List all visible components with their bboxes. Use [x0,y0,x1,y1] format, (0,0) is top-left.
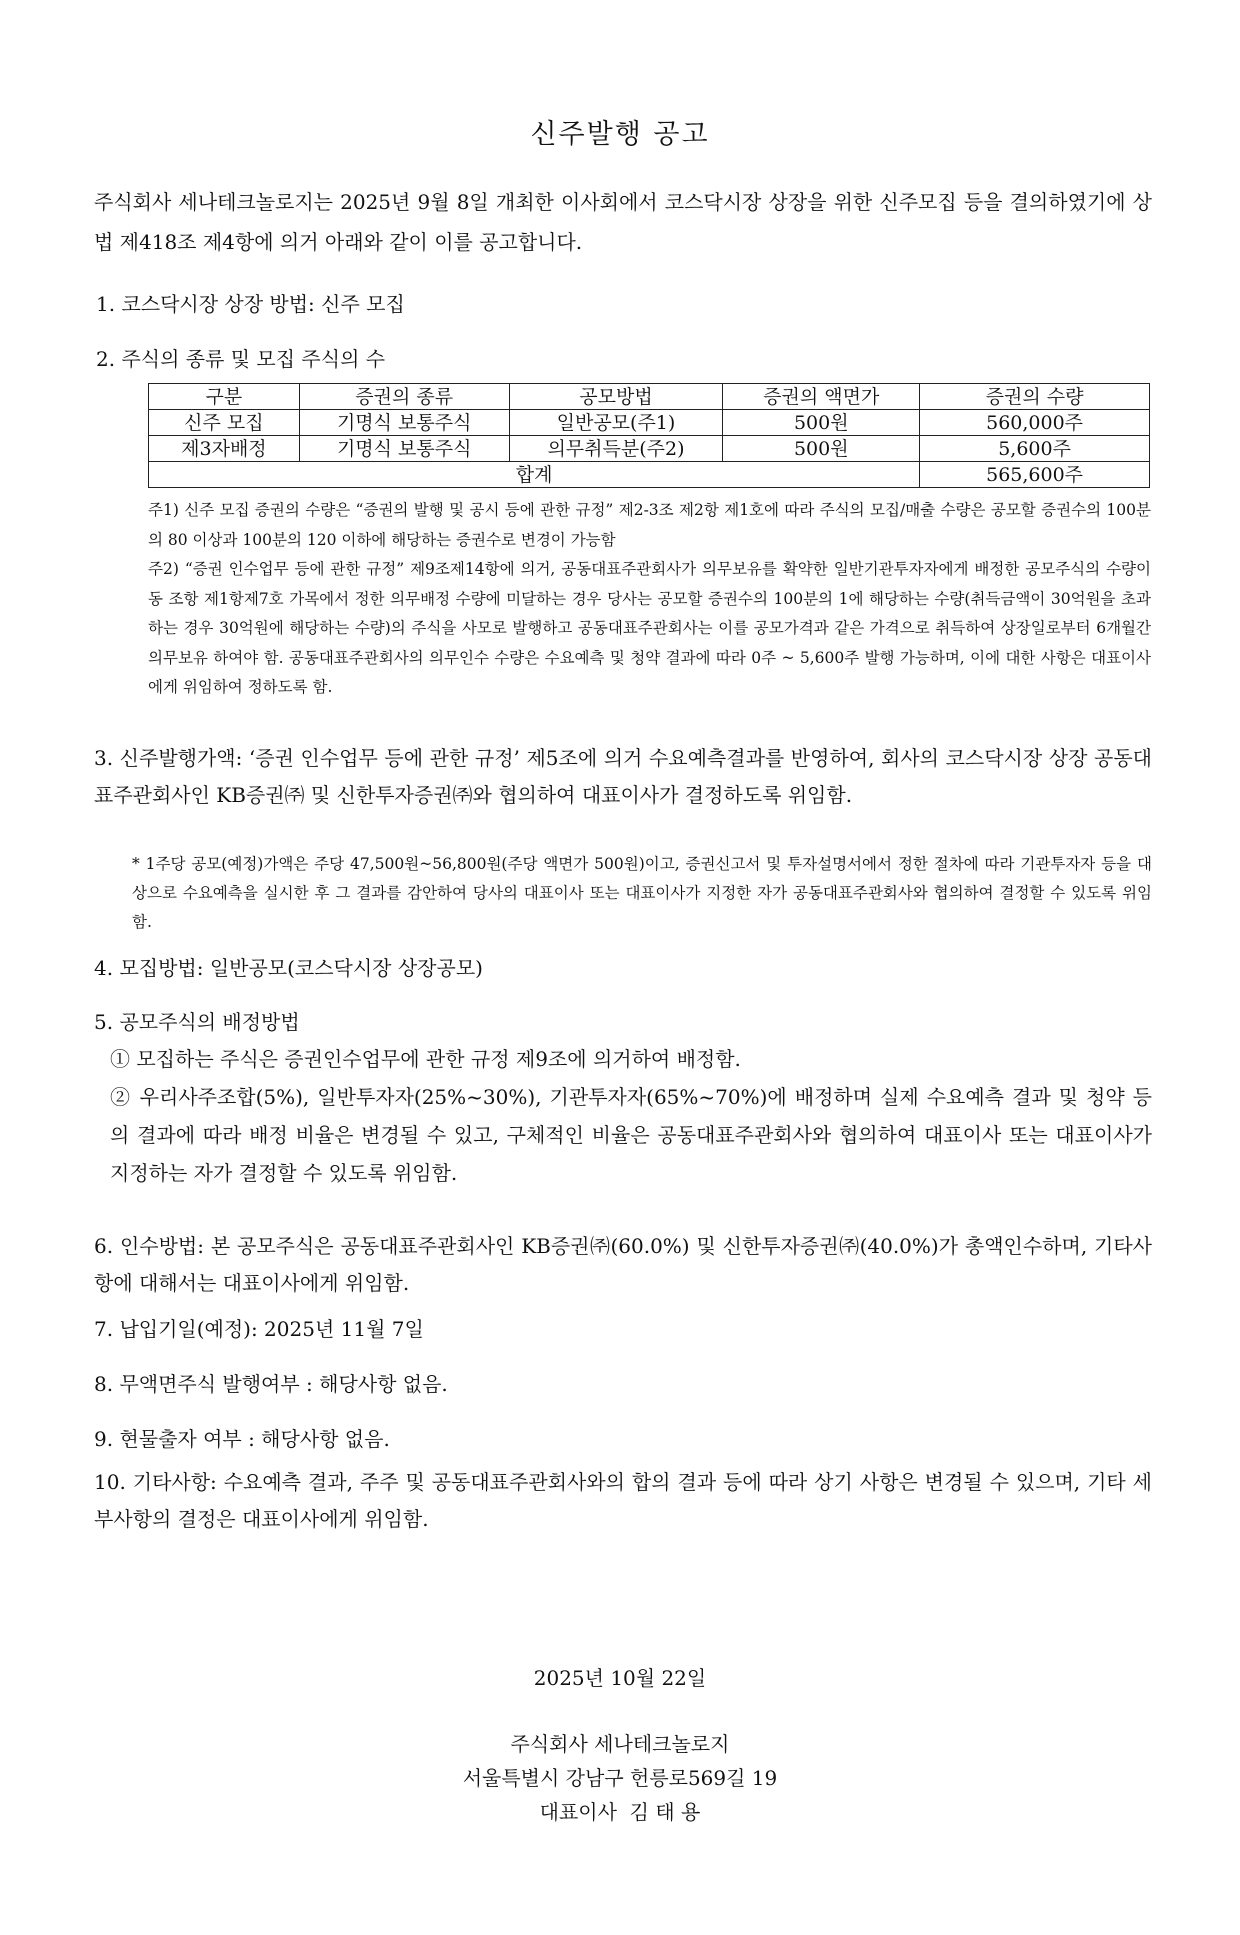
company-name: 주식회사 세나테크놀로지 [510,1732,730,1756]
table-header-cell: 증권의 수량 [920,384,1150,410]
table-total-label: 합계 [149,462,920,488]
item-5-sub-1: ① 모집하는 주식은 증권인수업무에 관한 규정 제9조에 의거하여 배정함. [110,1047,741,1071]
item-10-other: 10. 기타사항: 수요예측 결과, 주주 및 공동대표주관회사와의 합의 결과 등에 따라 상기 사항은 변경될 수 있으며, 기타 세부사항의 결정은 대표이사에게 위임함. [94,1470,1152,1531]
table-cell: 기명식 보통주식 [299,436,509,462]
table-note-2: 주2) “증권 인수업무 등에 관한 규정” 제9조제14항에 의거, 공동대표주관회사가 의무보유를 확약한 일반기관투자자에게 배정한 공모주식의 수량이 동 조항 제1항제7호 가목에서 정한 의무배정 수량에 미달하는 경우 당사는 공모할 증권수의 100분의 1에 해당하는 수량(취득금액이 30억원을 초과하는 경우 30억원에 해당하는 수량)의 주식을 사모로 발행하고 공동대표주관회사는 이를 공모가격과 같은 가격으로 취득하여 상장일로부터 6개월간 의무보유 하여야 함. 공동대표주관회사의 의무인수 수량은 수요예측 및 청약 결과에 따라 0주 ~ 5,600주 발행 가능하며, 이에 대한 사항은 대표이사에게 위임하여 정하도록 함. [148,560,1151,696]
item-3-issue-price: 3. 신주발행가액: ‘증권 인수업무 등에 관한 규정’ 제5조에 의거 수요예측결과를 반영하여, 회사의 코스닥시장 상장 공동대표주관회사인 KB증권㈜ 및 신한투자증권㈜와 협의하여 대표이사가 결정하도록 위임함. [94,746,1152,807]
item-5-sub-2: ② 우리사주조합(5%), 일반투자자(25%~30%), 기관투자자(65%~70%)에 배정하며 실제 수요예측 결과 및 청약 등의 결과에 따라 배정 비율은 변경될 수 있고, 구체적인 비율은 공동대표주관회사와 협의하여 대표이사 또는 대표이사가 지정하는 자가 결정할 수 있도록 위임함. [110,1085,1152,1185]
table-row [149,436,1150,462]
table-cell: 신주 모집 [149,410,300,436]
table-cell: 제3자배정 [149,436,300,462]
table-header-cell: 구분 [149,384,300,410]
intro-paragraph: 주식회사 세나테크놀로지는 2025년 9월 8일 개최한 이사회에서 코스닥시장 상장을 위한 신주모집 등을 결의하였기에 상법 제418조 제4항에 의거 아래와 같이 이를 공고합니다. [94,190,1152,254]
shares-table [148,383,1150,488]
document-title: 신주발행 공고 [530,119,710,150]
table-header-cell: 증권의 액면가 [723,384,920,410]
notice-date: 2025년 10월 22일 [533,1666,707,1690]
item-2-share-type: 2. 주식의 종류 및 모집 주식의 수 [96,347,386,371]
item-4-offering-method: 4. 모집방법: 일반공모(코스닥시장 상장공모) [94,956,483,980]
table-cell: 5,600주 [920,436,1150,462]
ceo-name: 대표이사 김 태 용 [539,1800,701,1824]
table-cell: 500원 [723,410,920,436]
item-1-listing-method: 1. 코스닥시장 상장 방법: 신주 모집 [96,292,405,316]
item-8-no-par: 8. 무액면주식 발행여부 : 해당사항 없음. [94,1372,448,1396]
company-address: 서울특별시 강남구 헌릉로569길 19 [462,1766,778,1790]
item-5-allocation: 5. 공모주식의 배정방법 [94,1010,300,1034]
item-9-in-kind: 9. 현물출자 여부 : 해당사항 없음. [94,1427,390,1451]
table-row [149,410,1150,436]
item-6-underwriting: 6. 인수방법: 본 공모주식은 공동대표주관회사인 KB증권㈜(60.0%) 및 신한투자증권㈜(40.0%)가 총액인수하며, 기타사항에 대해서는 대표이사에게 위임함. [94,1234,1152,1295]
table-header-row [149,384,1150,410]
table-total-row [149,462,1150,488]
table-cell: 560,000주 [920,410,1150,436]
item-7-payment-date: 7. 납입기일(예정): 2025년 11월 7일 [94,1317,424,1341]
table-total-value: 565,600주 [920,462,1150,488]
table-cell: 의무취득분(주2) [509,436,723,462]
table-header-cell: 공모방법 [509,384,723,410]
table-cell: 일반공모(주1) [509,410,723,436]
item-3-note: * 1주당 공모(예정)가액은 주당 47,500원~56,800원(주당 액면가 500원)이고, 증권신고서 및 투자설명서에서 정한 절차에 따라 기관투자자 등을 대상으로 수요예측을 실시한 후 그 결과를 감안하여 당사의 대표이사 또는 대표이사가 지정한 자가 공동대표주관회사와 협의하여 결정할 수 있도록 위임함. [132,855,1152,931]
table-note-1: 주1) 신주 모집 증권의 수량은 “증권의 발행 및 공시 등에 관한 규정” 제2-3조 제2항 제1호에 따라 주식의 모집/매출 수량은 공모할 증권수의 100분의 80 이상과 100분의 120 이하에 해당하는 증권수로 변경이 가능함 [148,501,1151,549]
table-cell: 기명식 보통주식 [299,410,509,436]
table-header-cell: 증권의 종류 [299,384,509,410]
table-cell: 500원 [723,436,920,462]
table-notes [148,496,1151,703]
